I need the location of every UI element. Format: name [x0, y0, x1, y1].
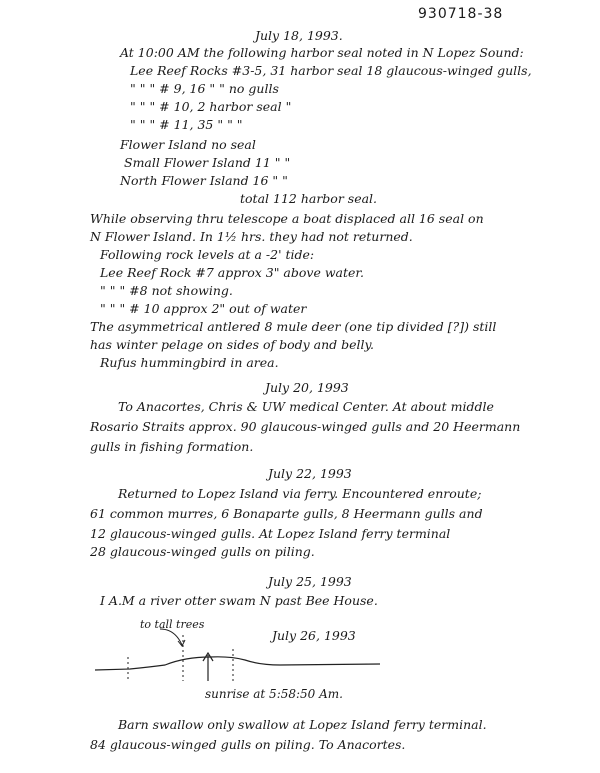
- entry-line: 61 common murres, 6 Bonaparte gulls, 8 Heermann gulls and: [90, 506, 483, 521]
- entry-line: total 112 harbor seal.: [240, 191, 378, 206]
- entry-line: Following rock levels at a -2' tide:: [100, 247, 315, 262]
- entry-line: Returned to Lopez Island via ferry. Encountered enroute;: [118, 486, 482, 501]
- entry-line: gulls in fishing formation.: [90, 439, 254, 454]
- entry-line: Rosario Straits approx. 90 glaucous-winged gulls and 20 Heermann: [90, 419, 521, 434]
- entry-line: While observing thru telescope a boat displaced all 16 seal on: [90, 211, 484, 226]
- entry-line: The asymmetrical antlered 8 mule deer (one tip divided [?]) still: [90, 319, 497, 334]
- entry-line: North Flower Island 16 " ": [120, 173, 288, 188]
- entry-line: " " " # 9, 16 " " no gulls: [130, 81, 279, 96]
- entry-date: July 18, 1993.: [255, 28, 343, 43]
- sketch-label-trees: to tall trees: [140, 618, 205, 631]
- entry-line: Lee Reef Rocks #3-5, 31 harbor seal 18 glaucous-winged gulls,: [130, 63, 532, 78]
- entry-line: Flower Island no seal: [120, 137, 256, 152]
- entry-date: July 22, 1993: [268, 466, 352, 481]
- sketch-label-sunrise: sunrise at 5:58:50 Am.: [205, 687, 343, 701]
- entry-date: July 26, 1993: [272, 628, 356, 643]
- entry-line: " " " #8 not showing.: [100, 283, 233, 298]
- document-id: 930718-38: [418, 6, 504, 22]
- entry-line: Rufus hummingbird in area.: [100, 355, 279, 370]
- entry-date: July 25, 1993: [268, 574, 352, 589]
- entry-line: " " " # 10 approx 2" out of water: [100, 301, 307, 316]
- shoreline-sketch: [90, 615, 390, 705]
- entry-line: 12 glaucous-winged gulls. At Lopez Island ferry terminal: [90, 526, 451, 541]
- entry-line: " " " # 10, 2 harbor seal ": [130, 99, 292, 114]
- entry-line: has winter pelage on sides of body and belly.: [90, 337, 374, 352]
- entry-line: Barn swallow only swallow at Lopez Island ferry terminal.: [118, 717, 487, 732]
- entry-line: N Flower Island. In 1½ hrs. they had not returned.: [90, 229, 413, 244]
- entry-line: Lee Reef Rock #7 approx 3" above water.: [100, 265, 364, 280]
- entry-line: " " " # 11, 35 " " ": [130, 117, 243, 132]
- entry-line: To Anacortes, Chris & UW medical Center. At about middle: [118, 399, 494, 414]
- entry-line: 28 glaucous-winged gulls on piling.: [90, 544, 315, 559]
- entry-line: Small Flower Island 11 " ": [124, 155, 291, 170]
- entry-line: At 10:00 AM the following harbor seal noted in N Lopez Sound:: [120, 45, 524, 60]
- entry-line: 84 glaucous-winged gulls on piling. To Anacortes.: [90, 737, 406, 752]
- entry-line: I A.M a river otter swam N past Bee House.: [100, 593, 378, 608]
- entry-date: July 20, 1993: [265, 380, 349, 395]
